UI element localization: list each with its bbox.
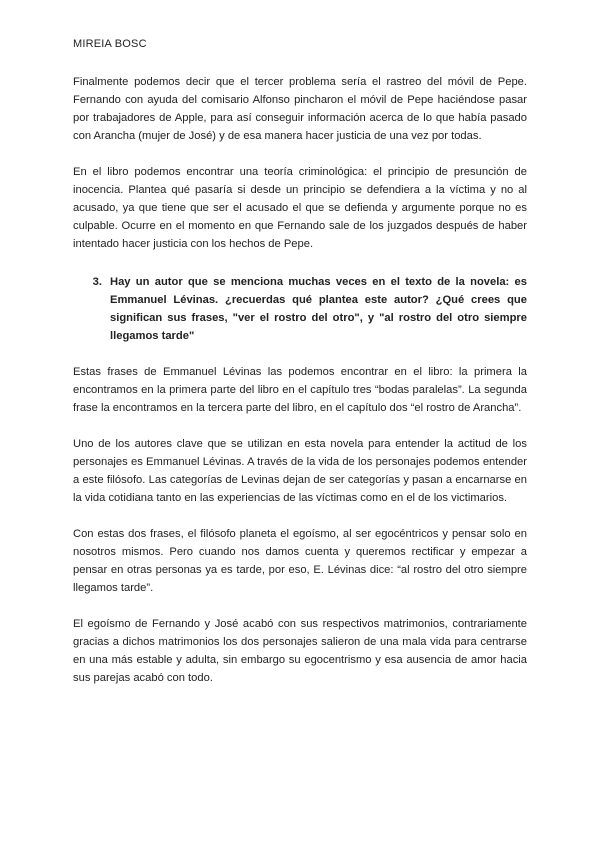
question-text: Hay un autor que se menciona muchas veces en el texto de la novela: es Emmanuel Lévinas. ¿recuerdas qué plantea este autor? ¿Qué crees que significan sus frases, "ver el rostro del otro", y "al rostro del otro siempre llegamos tarde" xyxy=(110,276,527,342)
paragraph: El egoísmo de Fernando y José acabó con sus respectivos matrimonios, contrariamente gracias a dichos matrimonios los dos personajes salieron de una mala vida para centrarse en una más estable y adulta, sin embargo su egocentrismo y esa ausencia de amor hacia sus parejas acabó con todo. xyxy=(73,618,527,684)
paragraph: Uno de los autores clave que se utilizan en esta novela para entender la actitud de los personajes es Emmanuel Lévinas. A través de la vida de los personajes podemos entender a este filósofo. Las categorías de Levinas dejan de ser categorías y pasan a encarnarse en la vida cotidiana tanto en las experiencias de las víctimas como en el de los victimarios. xyxy=(73,438,527,504)
document-body xyxy=(73,73,527,687)
question-item xyxy=(73,273,527,345)
paragraph: Estas frases de Emmanuel Lévinas las podemos encontrar en el libro: la primera la encontramos en la primera parte del libro en el capítulo tres “bodas paralelas”. La segunda frase la encontramos en la tercera parte del libro, en el capítulo dos “el rostro de Arancha”. xyxy=(73,366,527,414)
paragraph: Finalmente podemos decir que el tercer problema sería el rastreo del móvil de Pepe. Fernando con ayuda del comisario Alfonso pincharon el móvil de Pepe haciéndose pasar por trabajadores de Apple, para así conseguir información acerca de lo que había pasado con Arancha (mujer de José) y de esa manera hacer justicia de una vez por todas. xyxy=(73,76,527,142)
paragraph: En el libro podemos encontrar una teoría criminológica: el principio de presunción de inocencia. Plantea qué pasaría si desde un principio se defendiera a la víctima y no al acusado, ya que tiene que ser el acusado el que se defienda y argumente porque no es culpable. Ocurre en el momento en que Fernando sale de los juzgados después de haber intentado hacer justicia con los hechos de Pepe. xyxy=(73,166,527,250)
paragraph: Con estas dos frases, el filósofo planeta el egoísmo, al ser egocéntricos y pensar solo en nosotros mismos. Pero cuando nos damos cuenta y queremos rectificar y empezar a pensar en otras personas ya es tarde, por eso, E. Lévinas dice: “al rostro del otro siempre llegamos tarde”. xyxy=(73,528,527,594)
question-number: 3. xyxy=(92,276,102,288)
header-author: MIREIA BOSC xyxy=(73,38,147,50)
